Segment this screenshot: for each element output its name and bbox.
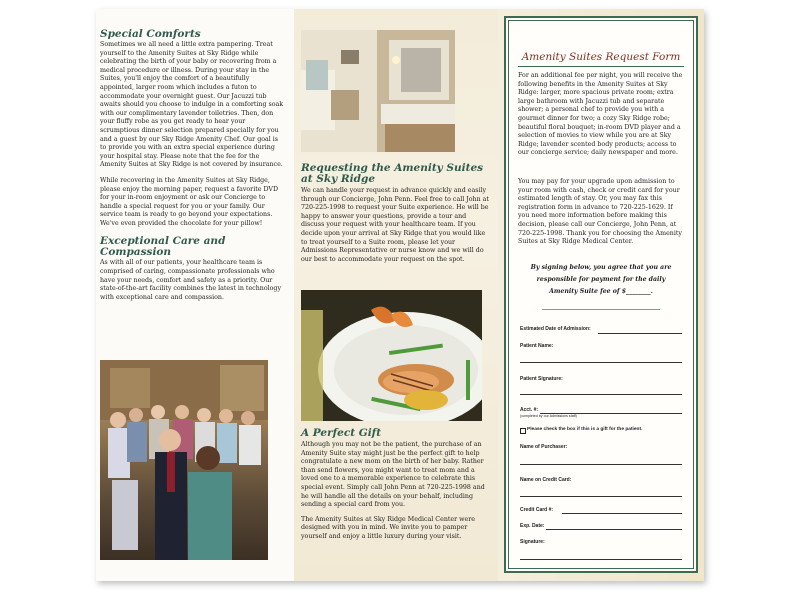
suite-room-photo	[301, 30, 455, 152]
perfect-gift-text: Although you may not be the patient, the purchase of an Amenity Suite stay might just be the perfect gift to help congratulate a new mom on the birth of her baby. Rather than send flowers, you might want to treat mom and a loved one to a memorable experience to celebrate this special event. Simply call John Penn at 720-225-1998 and he will handle all the details on your behalf, including sending a special card from you.	[301, 441, 485, 509]
exp-date-label: Exp. Date:	[520, 523, 545, 529]
card-name-field[interactable]	[520, 496, 682, 497]
closing-text: The Amenity Suites at Sky Ridge Medical Center were designed with you in mind. We invite you to pamper yourself and enjoy a little luxury during your visit.	[301, 515, 476, 540]
card-number-field[interactable]	[562, 513, 682, 514]
requesting-text: We can handle your request in advance quickly and easily through our Concierge, John Penn. Feel free to call John at 720-225-1998 to request your Suite experience. He will be happy to answer your questions, provide a tour and discuss your request with your healthcare team. If you decide upon your arrival at Sky Ridge that you would like to treat yourself to a Suite room, please let your Admissions Representative or nurse know and we will do our best to accommodate your request on the spot.	[301, 187, 489, 263]
gift-checkbox[interactable]	[520, 428, 526, 434]
requesting-heading-2: at Sky Ridge	[301, 173, 376, 185]
care-text: As with all of our patients, your healthcare team is comprised of caring, compassionate professionals who have your needs, comfort and safety as a priority. Our state-of-the-art facility combines the latest in technology with exceptional care and compassion.	[100, 259, 282, 301]
form-title: Amenity Suites Request Form	[521, 51, 681, 63]
card-number-label: Credit Card #:	[520, 507, 554, 513]
exp-date-field[interactable]	[546, 529, 682, 530]
card-name-label: Name on Credit Card:	[520, 477, 572, 483]
admission-date-label: Estimated Date of Admission:	[520, 326, 591, 332]
account-number-label: Acct. #:	[520, 407, 539, 413]
form-benefits-text: For an additional fee per night, you will receive the following benefits in the Amenity Suites at Sky Ridge: larger, more spacious private room; extra large bathroom with Jacuzzi tub and separate shower; a personal chef to provide you with a gourmet dinner for two; a cozy Sky Ridge robe; beautiful floral bouquet; in-room DVD player and a selection of movies to view while you are at Sky Ridge; lavender scented body products; access to our concierge service; daily newspaper and more.	[518, 72, 683, 157]
perfect-gift-heading: A Perfect Gift	[301, 427, 382, 439]
agreement-rule	[542, 309, 660, 310]
signature-label: Signature:	[520, 539, 545, 545]
agreement-line-3: Amenity Suite fee of $________.	[549, 288, 653, 295]
patient-signature-label: Patient Signature:	[520, 376, 563, 382]
account-number-note: (completed by our Admissions staff)	[520, 414, 577, 418]
care-heading: Exceptional Care and Compassion	[100, 235, 226, 259]
staff-photo	[100, 360, 268, 560]
patient-name-label: Patient Name:	[520, 343, 554, 349]
admission-date-field[interactable]	[598, 333, 682, 334]
signature-field[interactable]	[520, 559, 682, 560]
gift-checkbox-label: Please check the box if this is a gift for the patient.	[527, 427, 643, 432]
agreement-line-1: By signing below, you agree that you are	[530, 264, 672, 271]
form-title-rule	[518, 66, 684, 67]
patient-name-field[interactable]	[520, 362, 682, 363]
request-form	[504, 16, 698, 573]
purchaser-name-label: Name of Purchaser:	[520, 444, 568, 450]
special-comforts-heading: Special Comforts	[100, 28, 201, 40]
purchaser-name-field[interactable]	[520, 464, 682, 465]
recovering-text: While recovering in the Amenity Suites at Sky Ridge, please enjoy the morning paper, request a favorite DVD for your in-room enjoyment or ask our Concierge to handle a special request for you or your family. Our service team is ready to go beyond your expectations. We've even provided the chocolate for your pillow!	[100, 176, 278, 227]
panel-left	[96, 9, 294, 581]
patient-signature-field[interactable]	[520, 394, 682, 395]
panel-middle	[294, 9, 498, 581]
gourmet-dinner-photo	[301, 290, 482, 421]
agreement-block	[516, 262, 686, 298]
agreement-line-2: responsible for payment for the daily	[536, 276, 666, 283]
special-comforts-text: Sometimes we all need a little extra pampering. Treat yourself to the Amenity Suites at Sky Ridge while celebrating the birth of your baby or recovering from a medical procedure or illness. During your stay in the Suites, you'll enjoy the comfort of a beautifully appointed, larger room which includes a futon to accommodate your overnight guest. Our Jacuzzi tub awaits should you choose to indulge in a comforting soak with our complimentary lavender toiletries. Then, don your fluffy robe as you get ready to hear your scrumptious dinner selection prepared specially for you and a guest by our Sky Ridge Amenity Chef. Our goal is to provide you with an extra special experience during your hospital stay. Please note that the fee for the Amenity Suites at Sky Ridge is not covered by insurance.	[100, 41, 284, 169]
form-payment-text: You may pay for your upgrade upon admission to your room with cash, check or credit card for your estimated length of stay. Or, you may fax this registration form in advance to 720-225-1629. If you need more information before making this decision, please call our Concierge, John Penn, at 720-225-1998. Thank you for choosing the Amenity Suites at Sky Ridge Medical Center.	[518, 178, 682, 246]
requesting-heading-1: Requesting the Amenity Suites	[301, 162, 484, 174]
